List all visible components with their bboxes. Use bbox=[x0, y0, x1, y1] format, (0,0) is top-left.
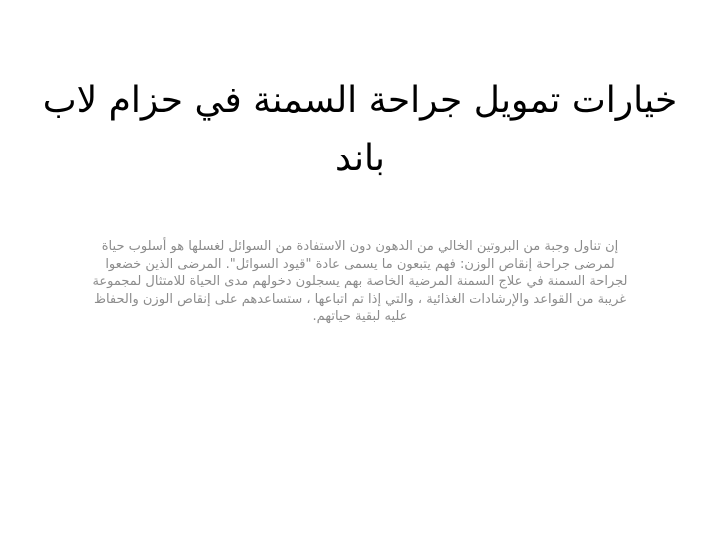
slide-title: خيارات تمويل جراحة السمنة في حزام لاب باند bbox=[42, 80, 678, 179]
slide-body-text: إن تناول وجبة من البروتين الخالي من الدهون دون الاستفادة من السوائل لغسلها هو أسلوب حياة لمرضى جراحة إنقاص الوزن: فهم يتبعون ما يسمى عادة "قيود السوائل". المرضى الذين خضعوا لجراحة السمنة في علاج السمنة المرضية الخاصة بهم يسجلون دخولهم مدى الحياة للامتثال لمجموعة غريبة من القواعد والإرشادات الغذائية ، والتي إذا تم اتباعها ، ستساعدهم على إنقاص الوزن والحفاظ عليه لبقية حياتهم. bbox=[92, 239, 628, 324]
